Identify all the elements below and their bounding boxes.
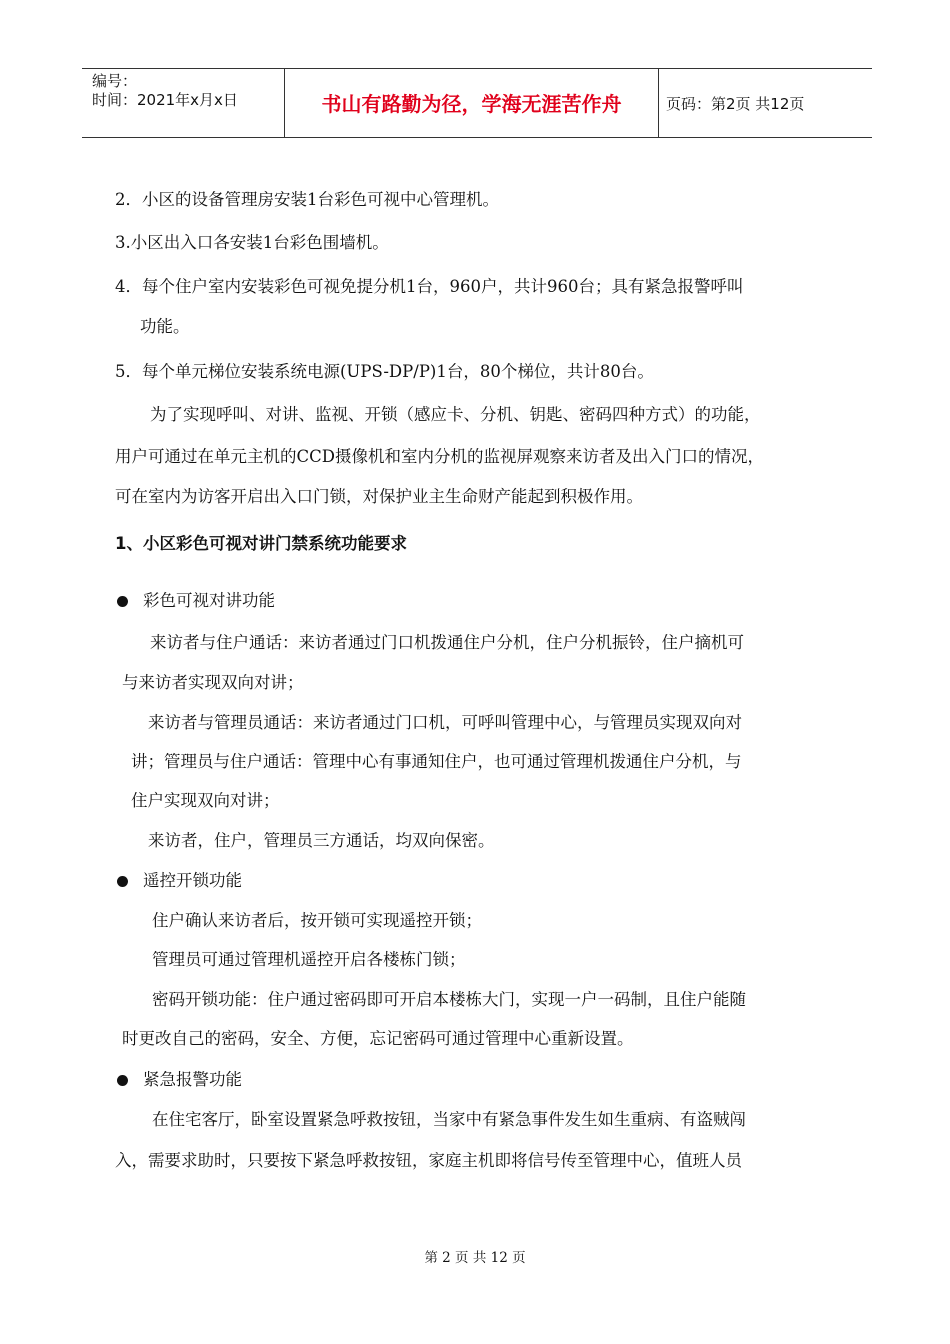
date-label: 时间：2021年x月x日: [92, 91, 238, 109]
visitor-admin-line1: 来访者与管理员通话：来访者通过门口机，可呼叫管理中心，与管理员实现双向对: [148, 713, 742, 732]
visitor-resident-line2: 与来访者实现双向对讲；: [122, 673, 304, 692]
paragraph-item-3: 3.小区出入口各安装1台彩色围墙机。: [115, 233, 389, 252]
visitor-admin-line2: 讲；管理员与住户通话：管理中心有事通知住户，也可通过管理机拨通住户分机，与: [131, 752, 742, 771]
header-motto: 书山有路勤为径，学海无涯苦作舟: [285, 69, 659, 137]
remote-unlock-line2: 管理员可通过管理机遥控开启各楼栋门锁；: [152, 950, 466, 969]
paragraph-intro-line2: 用户可通过在单元主机的CCD摄像机和室内分机的监视屏观察来访者及出入门口的情况，: [115, 447, 764, 466]
paragraph-item-4: 4．每个住户室内安装彩色可视免提分机1台，960户，共计960台；具有紧急报警呼叫: [115, 277, 744, 296]
emergency-alarm-line1: 在住宅客厅，卧室设置紧急呼救按钮，当家中有紧急事件发生如生重病、有盗贼闯: [152, 1110, 746, 1129]
bullet-title-video-intercom: 彩色可视对讲功能: [143, 591, 275, 610]
paragraph-item-5: 5．每个单元梯位安装系统电源(UPS-DP/P)1台，80个梯位，共计80台。: [115, 362, 654, 381]
emergency-alarm-line2: 入，需要求助时，只要按下紧急呼救按钮，家庭主机即将信号传至管理中心，值班人员: [115, 1151, 742, 1170]
serial-label: 编号：: [92, 72, 138, 90]
paragraph-item-4-cont: 功能。: [140, 317, 190, 336]
header-info-cell: [82, 69, 285, 137]
paragraph-item-2: 2．小区的设备管理房安装1台彩色可视中心管理机。: [115, 190, 499, 209]
bullet-title-remote-unlock: 遥控开锁功能: [143, 871, 242, 890]
page-header: [82, 68, 872, 138]
page-footer: 第 2 页 共 12 页: [424, 1250, 526, 1266]
bullet-dot-icon: [117, 876, 128, 887]
paragraph-intro-line1: 为了实现呼叫、对讲、监视、开锁（感应卡、分机、钥匙、密码四种方式）的功能，: [150, 405, 761, 424]
remote-unlock-line1: 住户确认来访者后，按开锁可实现遥控开锁；: [152, 911, 482, 930]
section-heading: 1、小区彩色可视对讲门禁系统功能要求: [115, 534, 407, 553]
paragraph-intro-line3: 可在室内为访客开启出入口门锁，对保护业主生命财产能起到积极作用。: [115, 487, 643, 506]
bullet-title-emergency-alarm: 紧急报警功能: [143, 1070, 242, 1089]
bullet-dot-icon: [117, 1075, 128, 1086]
visitor-admin-line3: 住户实现双向对讲；: [131, 791, 280, 810]
password-unlock-line2: 时更改自己的密码，安全、方便，忘记密码可通过管理中心重新设置。: [122, 1029, 634, 1048]
header-page-label: 页码：第2页 共12页: [666, 95, 805, 113]
bullet-dot-icon: [117, 596, 128, 607]
password-unlock-line1: 密码开锁功能：住户通过密码即可开启本楼栋大门，实现一户一码制，且住户能随: [152, 990, 746, 1009]
visitor-resident-line1: 来访者与住户通话：来访者通过门口机拨通住户分机，住户分机振铃，住户摘机可: [150, 633, 744, 652]
three-way-call-line: 来访者，住户，管理员三方通话，均双向保密。: [148, 831, 495, 850]
